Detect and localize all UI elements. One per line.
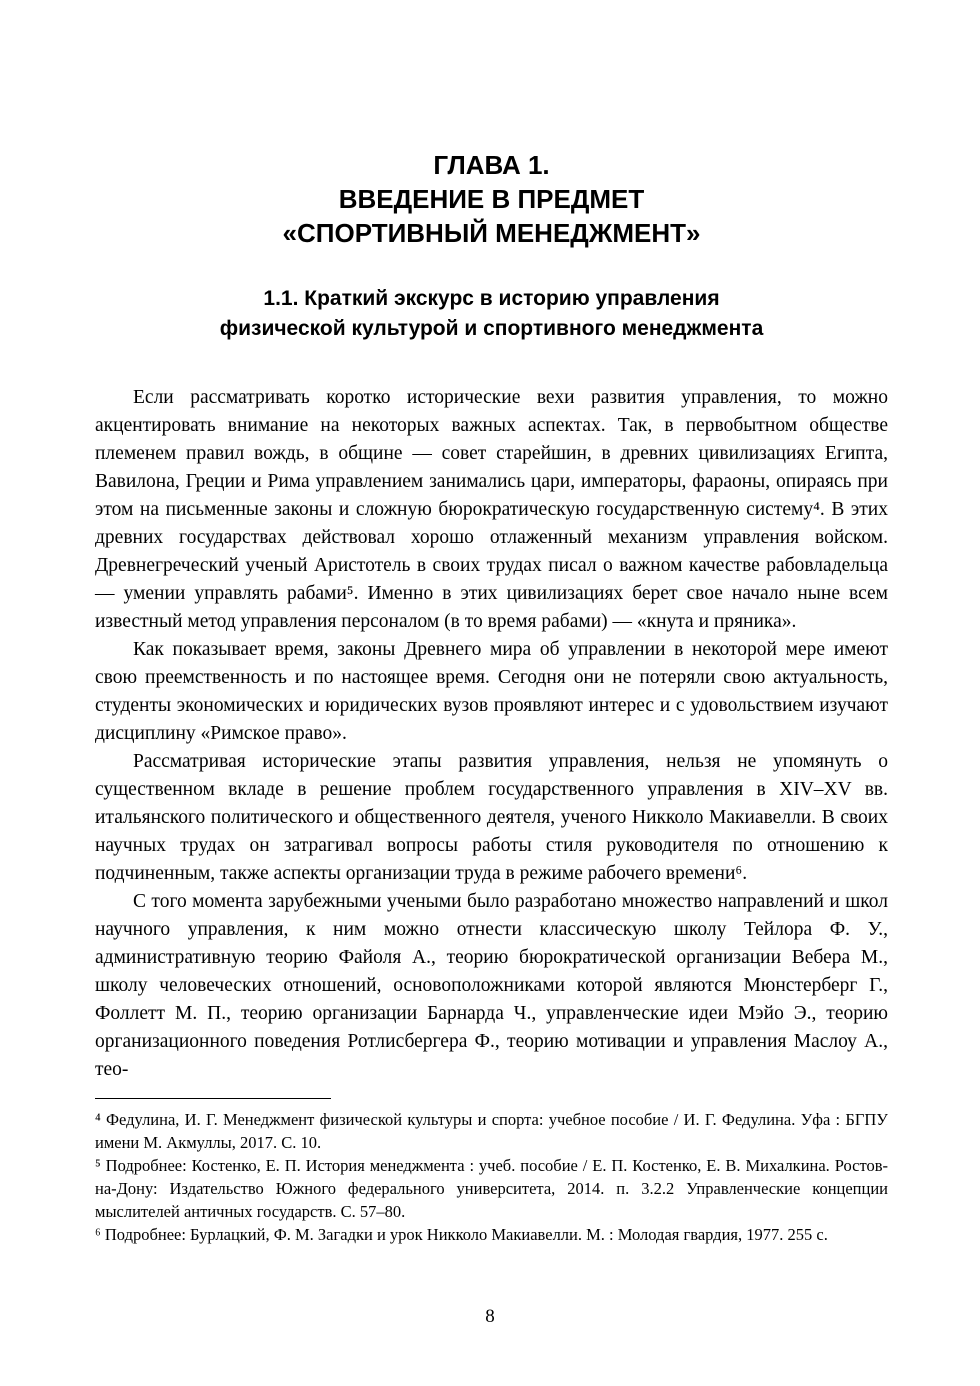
chapter-title-line: «СПОРТИВНЫЙ МЕНЕДЖМЕНТ» xyxy=(282,218,701,248)
chapter-title-line: ВВЕДЕНИЕ В ПРЕДМЕТ xyxy=(338,184,645,214)
section-title xyxy=(95,284,888,344)
paragraph: Рассматривая исторические этапы развития управления, нельзя не упомянуть о существенном вкладе в решение проблем государственного управления в XIV–XV вв. итальянского политического и общественного деятеля, ученого Никколо Макиавелли. В своих научных трудах он затрагивал вопросы работы стиля руководителя по отношению к подчиненным, также аспекты организации труда в режиме рабочего времени⁶. xyxy=(95,751,888,884)
body-text xyxy=(95,384,888,1084)
footnote: ⁵ Подробнее: Костенко, Е. П. История менеджмента : учеб. пособие / Е. П. Костенко, Е. В. Михалкина. Ростов-на-Дону: Издательство Южного федерального университета, 2014. п. 3.2.2 Управленческие концепции мыслителей античных государств. С. 57–80. xyxy=(95,1156,888,1221)
footnote: ⁴ Федулина, И. Г. Менеджмент физической культуры и спорта: учебное пособие / И. Г. Федулина. Уфа : БГПУ имени М. Акмуллы, 2017. С. 10. xyxy=(95,1110,888,1152)
footnote: ⁶ Подробнее: Бурлацкий, Ф. М. Загадки и урок Никколо Макиавелли. М. : Молодая гвардия, 1977. 255 с. xyxy=(95,1225,828,1244)
paragraph: Если рассматривать коротко исторические вехи развития управления, то можно акцентировать внимание на некоторых важных аспектах. Так, в первобытном обществе племенем правил вождь, в общине — совет старейшин, в древних цивилизациях Египта, Вавилона, Греции и Рима управлением занимались цари, императоры, фараоны, опираясь при этом на письменные законы и сложную бюрократическую государственную систему⁴. В этих древних государствах действовал хорошо отлаженный механизм управления войском. Древнегреческий ученый Аристотель в своих трудах писал о важном качестве рабовладельца — умении управлять рабами⁵. Именно в этих цивилизациях берет свое начало ныне всем известный метод управления персоналом (в то время рабами) — «кнута и пряника». xyxy=(95,387,888,632)
section-title-line: 1.1. Краткий экскурс в историю управления xyxy=(263,287,720,310)
section-title-line: физической культурой и спортивного менеджмента xyxy=(219,317,764,340)
chapter-title-line: ГЛАВА 1. xyxy=(433,150,550,180)
chapter-title xyxy=(95,148,888,250)
paragraph: Как показывает время, законы Древнего мира об управлении в некоторой мере имеют свою преемственность и по настоящее время. Сегодня они не потеряли свою актуальность, студенты экономических и юридических вузов проявляют интерес и с удовольствием изучают дисциплину «Римское право». xyxy=(95,639,888,744)
paragraph: С того момента зарубежными учеными было разработано множество направлений и школ научного управления, к ним можно отнести классическую школу Тейлора Ф. У., административную теорию Файоля А., теорию бюрократической организации Вебера М., школу человеческих отношений, основоположниками которой являются Мюнстерберг Г., Фоллетт М. П., теорию организации Барнарда Ч., управленческие идеи Мэйо Э., теорию организационного поведения Ротлисбергера Ф., теорию мотивации и управления Маслоу А., тео- xyxy=(95,891,888,1080)
footnote-separator xyxy=(95,1098,331,1099)
page-number: 8 xyxy=(485,1306,495,1327)
footnotes xyxy=(95,1108,888,1246)
